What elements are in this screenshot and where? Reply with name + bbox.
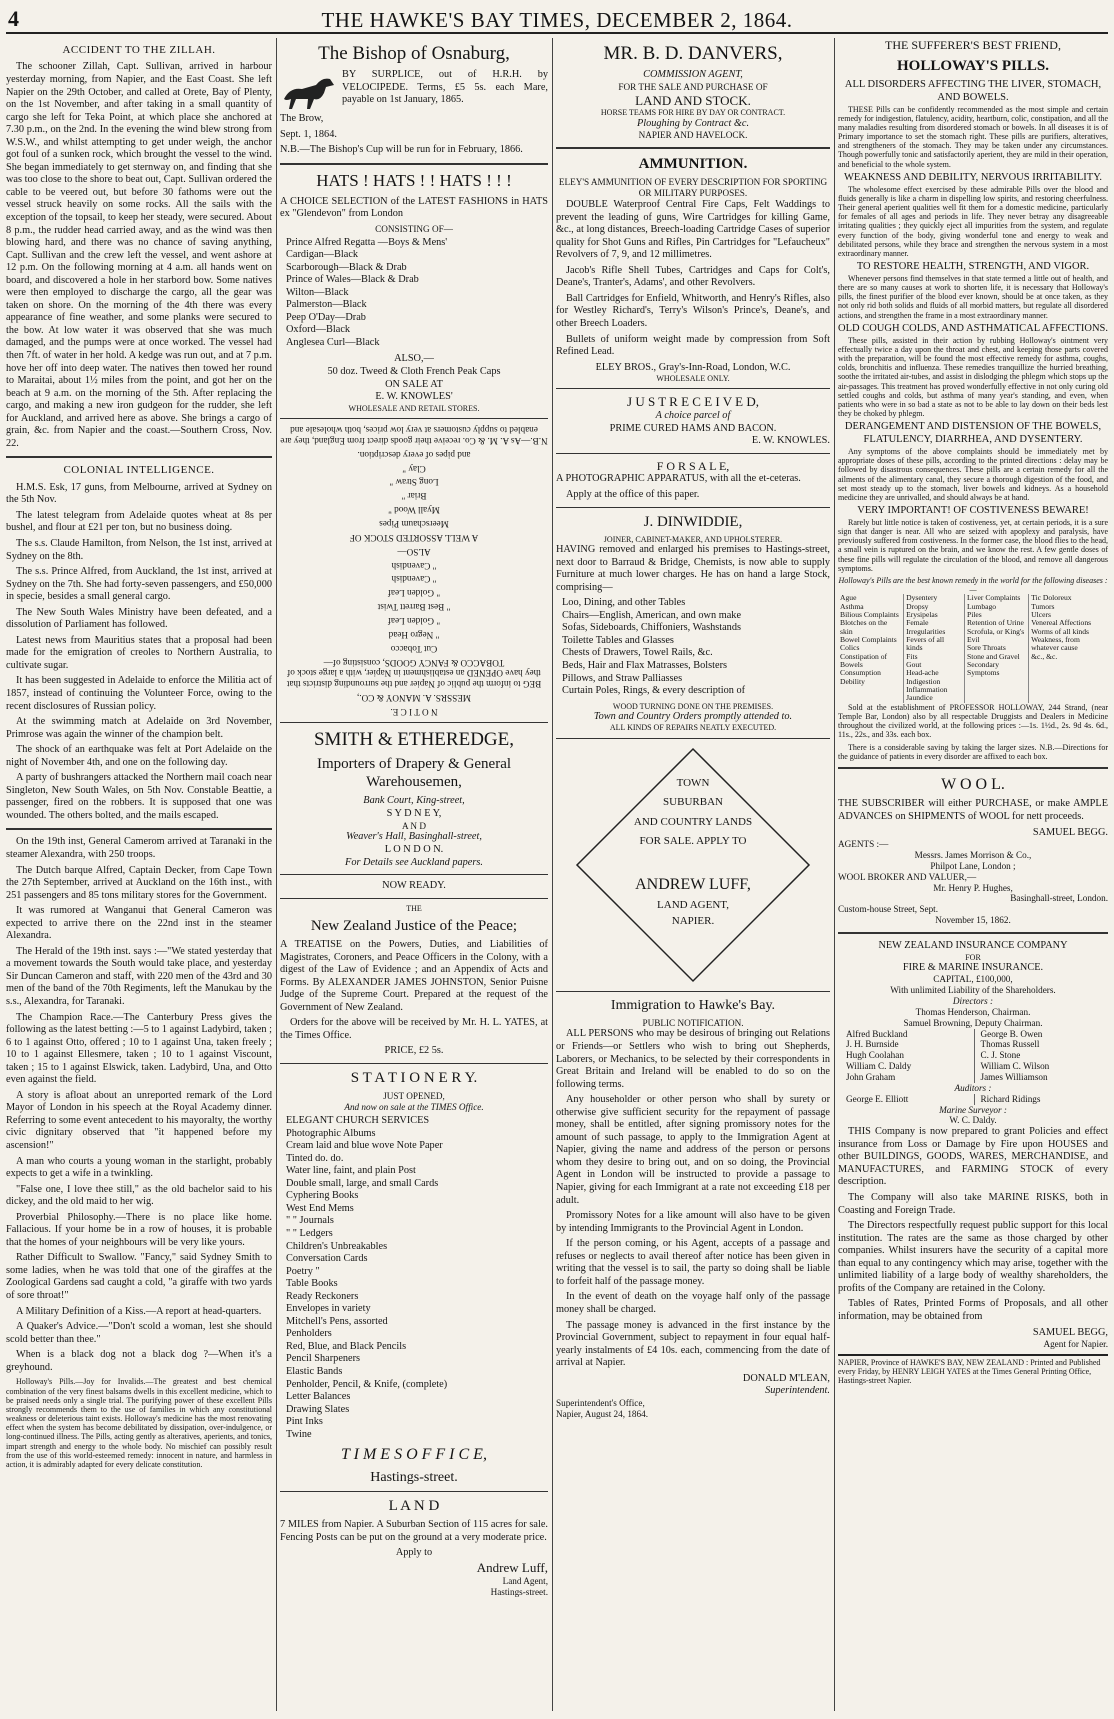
paragraph: A Quaker's Advice.—"Don't scold a woman, lest she should scold better than thee." bbox=[6, 1321, 272, 1345]
disease-item: Worms of all kinds bbox=[1031, 626, 1089, 636]
divider bbox=[280, 874, 548, 875]
notice-line: Briar " bbox=[401, 490, 427, 501]
paragraph: "False one, I love thee still," as the old bachelor said to his dickey, and the old maid to her wig. bbox=[6, 1183, 272, 1208]
paragraph: Rather Difficult to Swallow. "Fancy," said Sydney Smith to some ladies, when he was told that one of the giraffes at the Zoological Gardens sad caught a cold, "a giraffe with two yards of sore throat!" bbox=[6, 1252, 272, 1302]
disease-item: Sore Throats bbox=[966, 643, 1006, 653]
hats-title: HATS ! HATS ! ! HATS ! ! ! bbox=[316, 170, 512, 190]
disease-item: Tumors bbox=[1031, 601, 1055, 611]
dinwiddie-title: J. DINWIDDIE, bbox=[643, 513, 743, 530]
list-item: Penholder, Pencil, & Knife, (complete) bbox=[286, 1378, 448, 1390]
list-item: " " Journals bbox=[286, 1215, 334, 1227]
paragraph: Tables of Rates, Printed Forms of Proposals, and all other information, may be obtained from bbox=[838, 1298, 1108, 1322]
paragraph: Jacob's Rifle Shell Tubes, Cartridges and Caps for Colt's, Deane's, Tranter's, Adams', and other Revolvers. bbox=[556, 264, 830, 289]
list-item: Conversation Cards bbox=[286, 1253, 368, 1265]
paragraph: The latest telegram from Adelaide quotes wheat at 8s per bushel, and flour at £21 per ton, but no business doing. bbox=[6, 509, 272, 534]
paragraph: A story is afloat about an unreported remark of the Lord Mayor of London in his speech at the Royal Academy dinner. Referring to some event antecedent to his mayoralty, the worthy civic dignitary observed that "it happened before my ascension!" bbox=[6, 1089, 272, 1152]
news-paragraphs bbox=[6, 836, 272, 1374]
director: William C. Daldy bbox=[846, 1061, 912, 1072]
notice-line: " Cavendish bbox=[391, 560, 437, 571]
divider bbox=[6, 828, 272, 830]
disease-item: Stone and Gravel bbox=[966, 651, 1020, 661]
stationery-list bbox=[280, 1115, 548, 1441]
wool-title: W O O L. bbox=[941, 775, 1005, 793]
paragraph: The passage money is advanced in the first instance by the Provincial Government, subject to repayment in four equal half-yearly instalments of £4 10s. each, commencing from the date of arrival at Napier. bbox=[556, 1319, 830, 1369]
section-text: THESE Pills can be confidently recommended as the most simple and certain remedy for indigestion, flatulency, acidity, heartburn, colic, constipation, and all the many maladies resulting from disordered stomach or bowels. In all diseases it is of Primary importance to set the stomach right. These pills are purifiers, alteratives, and strengtheners of the stomach. They may be taken under any circumstances. Though powerfully tonic and satisfactorily aperient, they are mild in their operation, and beneficial to the whole system. bbox=[838, 104, 1108, 169]
section-heading: TO RESTORE HEALTH, STRENGTH, AND VIGOR. bbox=[856, 261, 1090, 273]
list-item: Twine bbox=[286, 1428, 312, 1440]
paragraph: The shock of an earthquake was felt at Port Adelaide on the night of November 4th, and one on the following day. bbox=[6, 744, 272, 768]
section-heading: ALL DISORDERS AFFECTING THE LIVER, STOMACH, AND BOWELS. bbox=[844, 78, 1102, 103]
director: Thomas Russell bbox=[980, 1039, 1040, 1050]
disease-item: Colics bbox=[840, 643, 860, 653]
disease-item: Venereal Affections bbox=[1031, 618, 1092, 628]
list-item: Prince of Wales—Black & Drab bbox=[286, 274, 419, 286]
disease-item: Jaundice bbox=[906, 693, 933, 703]
section-text: These pills, assisted in their action by rubbing Holloway's ointment very effectually twice a day upon the throat and chest, and keeping those parts covered with the preparation, will be found the most effective remedy for asthma, coughs, colds, bronchitis and influenza. These remedies tranquillize the hurried breathing, soothe the irritated air-tubes, and assist in dislodging the phlegm which stops up the air-passages. This treatment has proved wonderfully effective in not only curing old settled coughs and colds, but asthma of many year's standing, and even, when patients who were in so bad a state as not to be able to lay down on their beds lest they be choked by phlegm. bbox=[838, 335, 1108, 419]
list-item: Peep O'Day—Drab bbox=[286, 311, 366, 323]
disease-item: Indigestion bbox=[906, 676, 941, 686]
list-item: Chairs—English, American, and own make bbox=[562, 609, 742, 621]
notice-line: " Best Barrett Twist bbox=[377, 601, 451, 612]
diamond-line: TOWN bbox=[676, 776, 710, 789]
disease-item: Debility bbox=[840, 676, 865, 686]
notice-line: " Golden Leaf bbox=[387, 615, 441, 626]
column-rule bbox=[834, 38, 835, 1711]
divider bbox=[556, 147, 830, 149]
section-text: Rarely but little notice is taken of costiveness, yet, at certain periods, it is a sure sign that danger is near. All who are seized with apoplexy and paralysis, have previously suffered from costiveness. In the former case, the blood flies to the head, a small vein is ruptured on the brain, and we know the rest. A few gentle doses of these fine pills will regulate the circulation of the blood, and remove all dangerous symptoms. bbox=[838, 517, 1108, 573]
paragraph: The Champion Race.—The Canterbury Press gives the following as the latest betting :—5 to 1 against Ladybird, taken ; 6 to 1 against Otto, offered ; 10 to 1 against Una, taken freely ; 10 to 1 against Ellesmere, taken ; 10 to 1 against Viscount, taken ; 15 to 1 against Elswick, taken. Ladybird, Una, and Otto even against the field. bbox=[6, 1011, 272, 1086]
disease-item: Ague bbox=[840, 593, 857, 603]
disease-item: Weakness, from whatever cause bbox=[1031, 635, 1080, 653]
divider bbox=[6, 456, 272, 458]
list-item: Table Books bbox=[286, 1278, 338, 1290]
paragraph: The Herald of the 19th inst. says :—"We stated yesterday that a movement towards the South would take place, and yesterday Sir Duncan Cameron and staff, with 220 men of the 43rd and 30 men of the band of the 70th Regiments, left the Manukau by the s.s., Alexandra, for Taranaki. bbox=[6, 945, 272, 1007]
disease-item: Piles bbox=[966, 610, 982, 620]
notice-line: Cut Tobacco bbox=[390, 643, 438, 654]
disease-item: Blotches on the skin bbox=[840, 618, 888, 636]
disease-item: Inflammation bbox=[906, 685, 948, 695]
list-item: Palmerston—Black bbox=[286, 299, 367, 311]
director: William C. Wilson bbox=[980, 1061, 1050, 1072]
section-text: Whenever persons find themselves in that state termed a little out of health, and there are so many causes at work to shorten life, it is necessary that Holloway's pills, the finest purifier of the blood ever known, should be at once taken, as they not only rid both solids and fluids of all morbid matters, but regulate all disordered actions, and strengthen the frame in a most extraordinary manner. bbox=[838, 273, 1108, 320]
list-item: Anglesea Curl—Black bbox=[286, 336, 380, 348]
diamond-line: AND COUNTRY LANDS bbox=[633, 815, 753, 828]
hats-intro: A CHOICE SELECTION of the LATEST FASHIONS in HATS ex "Glendevon" from London bbox=[280, 195, 548, 220]
disease-column bbox=[838, 594, 904, 702]
directors-list bbox=[838, 1029, 1108, 1083]
disease-item: Scrofula, or King's Evil bbox=[966, 626, 1025, 645]
holloway-sections bbox=[838, 79, 1108, 573]
paragraph: ALL PERSONS who may be desirous of bringing out Relations or Friends—or Settlers who wish to bring out Shepherds, Laborers, or Mechanics, to be selected by their correspondents in Great Britain and Ireland will be enabled to do so on the following terms. bbox=[556, 1028, 830, 1090]
list-item: Toilette Tables and Glasses bbox=[562, 634, 674, 646]
immigration-paras bbox=[556, 1028, 830, 1369]
divider bbox=[556, 738, 830, 739]
director: John Graham bbox=[846, 1072, 896, 1082]
list-item: Wilton—Black bbox=[286, 286, 349, 298]
bishop-ad: BY SURPLICE, out of H.R.H. by VELOCIPEDE. Terms, £5 5s. each Mare, payable on 1st January, 1865. The Brow, Sept. 1, 1864. N.B.—The Bishop's Cup will be run for in February, 1866. bbox=[280, 69, 548, 156]
section-heading: WEAKNESS AND DEBILITY, NERVOUS IRRITABILITY. bbox=[843, 171, 1103, 183]
paragraph: If the person coming, or his Agent, accepts of a passage and refuses or neglects to avail thereof after notice has been given in writing that the vessel is to sail, the party so doing shall be liable to forfeit half of the passage money. bbox=[556, 1238, 830, 1287]
divider bbox=[280, 163, 548, 165]
paragraph: A man who courts a young woman in the starlight, probably expects to get a wife in a twinkling. bbox=[6, 1155, 272, 1180]
list-item: Elastic Bands bbox=[286, 1365, 343, 1377]
list-item: Poetry " bbox=[286, 1265, 320, 1277]
newspaper-title: THE HAWKE'S BAY TIMES, DECEMBER 2, 1864. bbox=[321, 8, 793, 32]
director: George B. Owen bbox=[980, 1028, 1043, 1039]
director: Hugh Coolahan bbox=[846, 1050, 904, 1061]
list-item: Ready Reckoners bbox=[286, 1290, 359, 1302]
section-heading: DERANGEMENT AND DISTENSION OF THE BOWELS, FLATULENCY, DIARRHEA, AND DYSENTERY. bbox=[844, 421, 1102, 446]
list-item: Pencil Sharpeners bbox=[286, 1353, 361, 1365]
list-item: Letter Balances bbox=[286, 1391, 351, 1403]
paragraph: Ball Cartridges for Enfield, Whitworth, and Henry's Rifles, also for Westley Richard's, Terry's Wilson's Prince's, Deane's, and other Breech Loaders. bbox=[556, 292, 830, 329]
disease-column bbox=[1029, 594, 1108, 702]
list-item: Cyphering Books bbox=[286, 1190, 359, 1202]
paragraph: It has been suggested in Adelaide to enforce the Militia act of 1857, instead of continuing the Volunteer Force, owing to the recent disclosures of Russian policy. bbox=[6, 675, 272, 712]
paragraph: Bullets of uniform weight made by compression from Soft Refined Lead. bbox=[556, 333, 830, 358]
list-item: Oxford—Black bbox=[286, 324, 351, 336]
divider bbox=[556, 388, 830, 389]
list-item: Loo, Dining, and other Tables bbox=[562, 597, 686, 609]
list-item: Photographic Albums bbox=[286, 1127, 376, 1139]
diseases-table bbox=[838, 594, 1108, 702]
notice-line: A WELL ASSORTED STOCK OF bbox=[349, 532, 479, 543]
notice-line: Clay " bbox=[402, 463, 426, 474]
holloway-notice: Holloway's Pills.—Joy for Invalids.—The greatest and best chemical combination of the very finest balsams dwells in this excellent medicine, which to be praised needs only a single trial. The purifying power of these excellent Pills strongly recommends them to the use of families in which any constitutional weakness or deleterious taint exists. Holloway's medicine has the most renovating effect when the system has become debilitated by dissipation, over-indulgence, or long-continued illness. The Pills, acting gently as alteratives, aperients, and tonics, impart strength and energy to the whole body. No mischief can possibly result from the use of this world-esteemed remedy: innocent in nature, and harmless in action, it is admirably adapted for every delicate constitution. bbox=[6, 1377, 272, 1469]
paragraph: On the 19th inst, General Camerom arrived at Taranaki in the steamer Alexandra, with 250 troops. bbox=[6, 836, 272, 860]
hats-list bbox=[280, 237, 548, 350]
divider bbox=[556, 453, 830, 454]
disease-item: Liver Complaints bbox=[966, 593, 1021, 603]
paragraph: It was rumored at Wanganui that General Cameron was expected to arrive there on the 22nd inst in the steamer Alexandra. bbox=[6, 905, 272, 942]
disease-item: Dropsy bbox=[906, 601, 929, 611]
director: Alfred Buckland bbox=[846, 1028, 908, 1039]
disease-column bbox=[964, 594, 1028, 702]
column-ads-3: MR. B. D. DANVERS, COMMISSION AGENT, FOR THE SALE AND PURCHASE OF LAND AND STOCK. HORSE TEAMS FOR HIRE BY DAY OR CONTRACT. Ploughing by Contract &c. NAPIER AND HAVELOCK. AMMUNITION. ELEY'S AMMUNITION OF EVERY DESCRIPTION FOR SPORTING OR MILITARY PURPOSES. DOUBLE Waterproof Central Fire Caps, Felt Waddings to prevent the leading of guns, Wire Cartridges for killing Game, &c., at long distances, Breech-loading Cartridge Cases of superior quality for Shot Guns and Rifles, Pin Cartridges for "Lefaucheux" Revolvers of 7, 9, and 12 millimetres. Jacob's Rifle Shell Tubes, Cartridges and Caps for Colt's, Deane's, Tranter's, Adams', and other Revolvers. Ball Cartridges for Enfield, Whitworth, and Henry's Rifles, also for Westley Richard's, Terry's Wilson's Prince's, Deane's, and other Breech Loaders. Bullets of uniform weight made by compression from Soft Refined Lead. ELEY BROS., Gray's-Inn-Road, London, W.C. WHOLESALE ONLY. J U S T R E C E I V E D, A choice parcel of PRIME CURED HAMS AND BACON. E. W. KNOWLES. F O R S A L E, A PHOTOGRAPHIC APPARATUS, with all the et-ceteras. Apply at the office of this paper. J. DINWIDDIE, JOINER, CABINET-MAKER, AND UPHOLSTERER. HAVING removed and enlarged his premises to Hastings-street, next door to Barraud & Bridge, Chemists, is now able to supply Furniture at much lower charges. He has on hand a large Stock, comprising— Loo, Dining, and other Tables Chairs—English, American, and own make Sofas, Sideboards, Chiffoniers, Washstands Toilette Tables and Glasses Chests of Drawers, Towel Rails, &c. Beds, Hair and Flax Matrasses, Bolsters Pillows, and Straw Palliasses Curtain Poles, Rings, & every description of WOOD TURNING DONE ON THE PREMISES. Town and Country Orders promptly attended to. ALL KINDS OF REPAIRS NEATLY EXECUTED. TOWN SUBURBAN AND COUNTRY LANDS FOR SALE. APPLY TO ANDREW LUFF, LAND AGENT, NAPIER. Immigration to Hawke's Bay. PUBLIC NOTIFICATION. ALL PERSONS who may be desirous of bringing out Relations or Friends—or Settlers who wish to bring out Shepherds, Laborers, or Mechanics, to be selected by their correspondents in Great Britain and Ireland will be enabled to do so on the following terms. Any householder or other person who shall by surety or otherwise give sufficient security for the repayment of passage money, shall be entitled, after signing promissory notes for the amount of such passage, to apply to the Immigration Agent at Napier, giving the name and address of the person or persons whom they desire to bring out, and on so doing, the Provincial Agent in London will be instructed to provide a passage to Napier, giving for each Immigrant at a rate not exceeding £18 per adult. Promissory Notes for a like amount will also have to be given by intending Immigrants to the Provincial Agent in London. If the person coming, or his Agent, accepts of a passage and refuses or neglects to avail thereof after notice has been given in writing that the vessel is to sail, the party so doing shall be liable to forfeit half of the passage money. In the event of death on the voyage half only of the passage money shall be charged. The passage money is advanced in the first instance by the Provincial Government, subject to repayment in four equal half-yearly instalments of £4 10s. each, commencing from the date of arrival at Napier. DONALD M'LEAN, Superintendent. Superintendent's Office, Napier, August 24, 1864. bbox=[556, 43, 830, 1419]
insurance-paras bbox=[838, 1126, 1108, 1323]
list-item: Sofas, Sideboards, Chiffoniers, Washstands bbox=[562, 622, 741, 634]
divider bbox=[280, 1491, 548, 1492]
disease-item: Bilious Complaints bbox=[840, 610, 899, 620]
paragraph: The Directors respectfully request public support for this local institution. The rates are the same as those charged by other companies. Whilst insurers have the security of a capital more than equal to any contingency which may arise, together with the unlimited liability of a large body of wealthy shareholders, the profits of the Company are retained in the Colony. bbox=[838, 1220, 1108, 1294]
list-item: Double small, large, and small Cards bbox=[286, 1177, 439, 1189]
list-item: Penholders bbox=[286, 1328, 332, 1340]
paragraph: Proverbial Philosophy.—There is no place like home. Fallacious. If your home be in a row of houses, it is probable that the homes of your neighbours will be very like yours. bbox=[6, 1211, 272, 1248]
paragraph: When is a black dog not a black dog ?—When it's a greyhound. bbox=[6, 1349, 272, 1373]
colonial-article bbox=[6, 482, 272, 823]
paragraph: The Dutch barque Alfred, Captain Decker, from Cape Town the 27th September, arrived at Auckland on the 16th inst., with 251 passengers and 85 tons military stores for the Government. bbox=[6, 864, 272, 901]
notice-line: Long Straw " bbox=[389, 477, 439, 488]
bishop-title: The Bishop of Osnaburg, bbox=[318, 43, 510, 64]
horse-icon bbox=[280, 69, 338, 113]
section-text: The wholesome effect exercised by these admirable Pills over the blood and fluids generally is like a charm in dispelling low spirits, and restoring cheerfulness. Their general aperient qualities well fit them for a domestic medicine, particularly for females of all ages and periods in life. They never betray any disagreeable irritating qualities ; they quickly eject all impurities from the system, and regulate every function of the body, giving wonderful tone and energy to weak and debilitated persons, while they brace and strengthen the nervous system in a most extraordinary manner. bbox=[838, 184, 1108, 258]
column-rule bbox=[552, 38, 553, 1711]
disease-column bbox=[904, 594, 965, 702]
list-item: Scarborough—Black & Drab bbox=[286, 261, 407, 273]
list-item: Prince Alfred Regatta —Boys & Mens' bbox=[286, 236, 448, 248]
notice-line: " Golden Leaf bbox=[387, 587, 441, 598]
director: J. H. Burnside bbox=[846, 1039, 899, 1050]
list-item: Envelopes in variety bbox=[286, 1303, 371, 1315]
divider bbox=[280, 898, 548, 899]
column-ads-4: THE SUFFERER'S BEST FRIEND, HOLLOWAY'S PILLS. ALL DISORDERS AFFECTING THE LIVER, STOMACH, AND BOWELS. THESE Pills can be confidently recommended as the most simple and certain remedy for indigestion, flatulency, acidity, heartburn, colic, constipation, and all the many maladies resulting from disordered stomach or bowels. In all diseases it is of Primary importance to set the stomach right. These pills are purifiers, alteratives, and strengtheners of the stomach. They may be taken under any circumstances. Though powerfully tonic and satisfactorily aperient, they are mild in their operation, and beneficial to the whole system. WEAKNESS AND DEBILITY, NERVOUS IRRITABILITY. The wholesome effect exercised by these admirable Pills over the blood and fluids generally is like a charm in dispelling low spirits, and restoring cheerfulness. Their general aperient qualities well fit them for a domestic medicine, particularly for females of all ages and periods in life. They never betray any disagreeable irritating qualities ; they quickly eject all impurities from the system, and regulate every function of the body, giving wonderful tone and energy to weak and debilitated persons, while they brace and strengthen the nervous system in a most extraordinary manner. TO RESTORE HEALTH, STRENGTH, AND VIGOR. Whenever persons find themselves in that state termed a little out of health, and there are so many causes at work to shorten life, it is necessary that Holloway's pills, the finest purifier of the blood ever known, should be at once taken, as they not only rid both solids and fluids of all morbid matters, but regulate all disordered actions, and strengthen the frame in a most extraordinary manner. OLD COUGH COLDS, AND ASTHMATICAL AFFECTIONS. These pills, assisted in their action by rubbing Holloway's ointment very effectually twice a day upon the throat and chest, and keeping those parts covered with the preparation, will be found the most effective remedy for asthma, coughs, colds, bronchitis and influenza. These remedies tranquillize the hurried breathing, soothe the irritated air-tubes, and assist in dislodging the phlegm which stops up the air-passages. This treatment has proved wonderfully effective in not only curing old settled coughs and colds, but asthma of many year's standing, and even, when patients who were in so bad a state as not to be able to lay down on their beds lest they be choked by phlegm. DERANGEMENT AND DISTENSION OF THE BOWELS, FLATULENCY, DIARRHEA, AND DYSENTERY. Any symptoms of the above complaints should be immediately met by appropriate doses of these pills, according to the printed directions : delay may be followed by disastrous consequences. These pills are a certain remedy for all the ailments of the alimentary canal, they secure a thorough digestion of the food, and set most steady up to the stomach, liver bowels and kidneys. As a household medicine they are unrivalled, and should always be at hand. VERY IMPORTANT! OF COSTIVENESS BEWARE! Rarely but little notice is taken of costiveness, yet, at certain periods, it is a sure sign that danger is near. All who are seized with apoplexy and paralysis, have previously suffered from costiveness. In the former case, the blood flies to the head, a small vein is ruptured on the brain, and we know the rest. A few gentle doses of these fine pills will regulate the circulation of the blood, and remove all dangerous symptoms. Holloway's Pills are the best known remedy in the world for the following diseases :— Ague Asthma Bilious Complaints Blotches on the skin Bowel Complaints Colics Constipation of Bowels Consumption Debility Dysentery Dropsy Erysipelas Female Irregularities Fevers of all kinds Fits Gout Head-ache Indigestion Inflammation Jaundice Liver Complaints Lumbago Piles Retention of Urine Scrofula, or King's Evil Sore Throats Stone and Gravel Secondary Symptoms Tic Doloreux Tumors Ulcers Venereal Affections Worms of all kinds Weakness, from whatever cause &c., &c. Sold at the establishment of PROFESSOR HOLLOWAY, 244 Strand, (near Temple Bar, London) also by all respectable Druggists and Dealers in Medicine throughout the civilized world, at the following prices :—1s. 1½d., 2s. 9d 4s. 6d., 11s., 22s., and 33s. each box. There is a considerable saving by taking the larger sizes. N.B.—Directions for the guidance of patients in every disorder are affixed to each box. W O O L. THE SUBSCRIBER will either PURCHASE, or make AMPLE ADVANCES on SHIPMENTS of WOOL for nett proceeds. SAMUEL BEGG. AGENTS :— Messrs. James Morrison & Co., Philpot Lane, London ; WOOL BROKER AND VALUER,— Mr. Henry P. Hughes, Basinghall-street, London. Custom-house Street, Sept. November 15, 1862. NEW ZEALAND INSURANCE COMPANY FOR FIRE & MARINE INSURANCE. CAPITAL, £100,000, With unlimited Liability of the Shareholders. Directors : Thomas Henderson, Chairman. Samuel Browning, Deputy Chairman. Alfred Buckland J. H. Burnside Hugh Coolahan William C. Daldy John Graham George B. Owen Thomas Russell C. J. Stone William C. Wilson James Williamson Auditors : George E. Elliott Richard Ridings Marine Surveyor : W. C. Daldy. THIS Company is now prepared to grant Policies and effect insurance from Loss or Damage by Fire upon HOUSES and other BUILDINGS, GOODS, WARES, MERCHANDISE, and MANUFACTURES, and FARMING STOCK of every description. The Company will also take MARINE RISKS, both in Coasting and Foreign Trade. The Directors respectfully request public support for this local institution. The rates are the same as those charged by other companies. Whilst insurers have the security of a capital more than equal to any contingency which may arise, together with the unlimited liability of a large body of wealthy shareholders, the profits of the Company are retained in the Colony. Tables of Rates, Printed Forms of Proposals, and all other information, may be obtained from SAMUEL BEGG, Agent for Napier. NAPIER, Province of HAWKE'S BAY, NEW ZEALAND : Printed and Published every Friday, by HENRY LEIGH YATES at the Times General Printing Office, Hastings-street Napier. bbox=[838, 38, 1108, 1386]
divider bbox=[280, 418, 548, 419]
paragraph: Any householder or other person who shall by surety or otherwise give sufficient security for the repayment of passage money, shall be entitled, after signing promissory notes for the amount of such passage, to apply to the Immigration Agent at Napier, giving the name and address of the person or persons whom they desire to bring out, and on so doing, the Provincial Agent in London will be instructed to provide a passage to Napier, giving for each Immigrant at a rate not exceeding £18 per adult. bbox=[556, 1094, 830, 1206]
list-item: ELEGANT CHURCH SERVICES bbox=[286, 1115, 430, 1127]
disease-item: Bowel Complaints bbox=[840, 635, 897, 645]
nz-justice-title: New Zealand Justice of the Peace; bbox=[310, 917, 518, 934]
smith-title: SMITH & ETHEREDGE, bbox=[313, 728, 514, 750]
diamond-line: SUBURBAN bbox=[663, 796, 723, 809]
danvers-title: MR. B. D. DANVERS, bbox=[603, 43, 783, 64]
notice-line: Meerschaum Pipes bbox=[379, 518, 449, 529]
section-text: Any symptoms of the above complaints should be immediately met by appropriate doses of these pills, according to the printed directions : delay may be followed by disastrous consequences. These pills are a certain remedy for all the ailments of the alimentary canal, they secure a thorough digestion of the food, and set most steady up to the stomach, liver bowels and kidneys. As a household medicine they are unrivalled, and should always be at hand. bbox=[838, 446, 1108, 502]
notice-line: MESSRS. A. MANOY & CO., bbox=[356, 692, 472, 703]
accident-article bbox=[6, 61, 272, 450]
immigration-title: Immigration to Hawke's Bay. bbox=[610, 997, 776, 1013]
paragraph: The Company will also take MARINE RISKS, both in Coasting and Foreign Trade. bbox=[838, 1192, 1108, 1216]
paragraph: The schooner Zillah, Capt. Sullivan, arrived in harbour yesterday morning, from Napier, and the East Coast. She left Napier on the 29th October, and called at Orete, Bay of Plenty, on the 1st November, and after taking in a small quantity of cargo she left for Teka Point, at which place she anchored at 7.30 p.m., on the 2nd. In the evening the wind blew strong from W.S.W., and whilst attempting to get under weigh, the anchor got foul of a sunken rock, which brought the vessel to the wind. She began immediately to get sternway on, and finding that she was too close to the shore to beat out, Capt. Sullivan ordered the cable to be veered out, but before 30 fathoms were out the vessel struck heavily on some rocks. All the sails with the exception of the topsail, to keep her steady, were secured. About 8 p.m., the rudder head carried away, and as the wind was then blowing hard, and there was no chance of saving anything, Capt. Sullivan and the crew left the vessel, and went ashore at 12 p.m. On the following morning at 4 a.m. all hands went on board, and discovered a hole in her starbord bow. Some natives were then employed to discharge the cargo, all the gear was taken on shore. On the morning of the 4th there was every appearance of fine weather, and some planks were secured to the bow. At low water it was observed that she was much damaged, and the pumps were at once worked. The vessel had then 7ft. of water in her hold. A kedge was run out, and at 7 p.m. hove her off into deep water. The natives then towed her round to Maraitai, about 1½ miles from the point, and got her on the beach at 9 a.m. on the morning of the 5th. After replacing the cargo, and making a new iron gudgeon for the rudder, she left for Auckland, and arrived here as above. She brings a cargo of grain, &c. from Napier and the coast.—Southern Cross, Nov. 22. bbox=[6, 61, 272, 449]
paragraph: Promissory Notes for a like amount will also have to be given by intending Immigrants to the Provincial Agent in London. bbox=[556, 1210, 830, 1234]
land-agent-diamond-ad: TOWN SUBURBAN AND COUNTRY LANDS FOR SALE. APPLY TO ANDREW LUFF, LAND AGENT, NAPIER. bbox=[573, 745, 813, 985]
divider bbox=[838, 932, 1108, 934]
director: C. J. Stone bbox=[980, 1050, 1021, 1061]
list-item: Drawing Slates bbox=[286, 1403, 350, 1415]
paragraph: The s.s. Prince Alfred, from Auckland, the 1st inst, arrived at Sydney on the 7th. She had forty-seven passengers, and £50,000 in specie, besides a small general cargo. bbox=[6, 566, 272, 603]
disease-item: Fits bbox=[906, 651, 918, 661]
section-heading: OLD COUGH COLDS, AND ASTHMATICAL AFFECTIONS. bbox=[838, 322, 1108, 334]
disease-item: Secondary Symptoms bbox=[966, 660, 1000, 678]
page-number: 4 bbox=[8, 6, 19, 31]
paragraph: DOUBLE Waterproof Central Fire Caps, Felt Waddings to prevent the leading of guns, Wire Cartridges for killing Game, &c., at long distances, Breech-loading Cartridge Cases of superior quality for Shot Guns and Rifles, Pin Cartridges for "Lefaucheux" Revolvers of 7, 9, and 12 millimetres. bbox=[556, 199, 830, 261]
disease-item: Female Irregularities bbox=[906, 618, 946, 636]
list-item: Red, Blue, and Black Pencils bbox=[286, 1340, 407, 1352]
list-item: Tinted do. do. bbox=[286, 1152, 344, 1164]
disease-item: Head-ache bbox=[906, 668, 939, 678]
divider bbox=[280, 722, 548, 723]
column-ads-2: The Bishop of Osnaburg, BY SURPLICE, out of H.R.H. by VELOCIPEDE. Terms, £5 5s. each Mare, payable on 1st January, 1865. The Brow, Sept. 1, 1864. N.B.—The Bishop's Cup will be run for in February, 1866. HATS ! HATS ! ! HATS ! ! ! A CHOICE SELECTION of the LATEST FASHIONS in HATS ex "Glendevon" from London CONSISTING OF— Prince Alfred Regatta —Boys & Mens' Cardigan—Black Scarborough—Black & Drab Prince of Wales—Black & Drab Wilton—Black Palmerston—Black Peep O'Day—Drab Oxford—Black Anglesea Curl—Black ALSO,— 50 doz. Tweed & Cloth French Peak Caps ON SALE AT E. W. KNOWLES' WHOLESALE AND RETAIL STORES. N O T I C E. MESSRS. A. MANOY & CO., BEG to inform the public of Napier and the surrounding districts that they have OPENED an establishment in Napier, with a large stock of TOBACCO & FANCY GOODS, consisting of— Cut Tobacco " Negro Head " Golden Leaf " Best Barrett Twist " Golden Leaf " Cavendish " Cavendish ALSO— A WELL ASSORTED STOCK OF Meerschaum Pipes Myall Wood " Briar " Long Straw " Clay " and pipes of every description. N.B.—As A. M. & Co. receive their goods direct from England, they are enabled to supply customers at very low prices, both wholesale and SMITH & ETHEREDGE, Importers of Drapery & General Warehousemen, Bank Court, King-street, S Y D N E Y, A N D Weaver's Hall, Basinghall-street, L O N D O N. For Details see Auckland papers. NOW READY. THE New Zealand Justice of the Peace; A TREATISE on the Powers, Duties, and Liabilities of Magistrates, Coroners, and Peace Officers in the Colony, with a digest of the Law of Evidence ; and an Appendix of Acts and Forms. By ALEXANDER JAMES JOHNSTON, Senior Puisne Judge of the Supreme Court. Prepared at the request of the Government of New Zealand. Orders for the above will be received by Mr. H. L. YATES, at the Times Office. PRICE, £2 5s. S T A T I O N E R Y. JUST OPENED, And now on sale at the TIMES Office. ELEGANT CHURCH SERVICES Photographic Albums Cream laid and blue wove Note Paper Tinted do. do. Water line, faint, and plain Post Double small, large, and small Cards Cyphering Books West End Mems " " Journals " " Ledgers Children's Unbreakables Conversation Cards Poetry " Table Books Ready Reckoners Envelopes in variety Mitchell's Pens, assorted Penholders Red, Blue, and Black Pencils Pencil Sharpeners Elastic Bands Penholder, Pencil, & Knife, (complete) Letter Balances Drawing Slates Pint Inks Twine T I M E S O F F I C E, Hastings-street. L A N D 7 MILES from Napier. A Suburban Section of 115 acres for sale. Fencing Posts can be put on the ground at a very moderate price. Apply to Andrew Luff, Land Agent, Hastings-street. bbox=[280, 43, 548, 1597]
disease-item: Asthma bbox=[840, 601, 864, 611]
notice-line: " Cavendish bbox=[391, 574, 437, 585]
ammunition-title: AMMUNITION. bbox=[638, 156, 748, 173]
list-item: West End Mems bbox=[286, 1202, 354, 1214]
column-news bbox=[6, 38, 272, 1711]
disease-item: Lumbago bbox=[966, 601, 997, 611]
list-item: Chests of Drawers, Towel Rails, &c. bbox=[562, 647, 713, 659]
list-item: Mitchell's Pens, assorted bbox=[286, 1315, 388, 1327]
disease-item: Dysentery bbox=[906, 593, 938, 603]
notice-line: N O T I C E. bbox=[390, 706, 438, 717]
notice-line: BEG to inform the public of Napier and the surrounding districts that they have OPENED an establishment in Napier, with a large stock of TOBACCO & FANCY GOODS, consisting of— bbox=[286, 657, 542, 689]
paragraph: A Military Definition of a Kiss.—A report at head-quarters. bbox=[16, 1305, 262, 1317]
paragraph: Latest news from Mauritius states that a proposal had been made for the emigration of creoles to Northern Australia, to cultivate sugar. bbox=[6, 634, 272, 671]
insurance-title: NEW ZEALAND INSURANCE COMPANY bbox=[878, 939, 1068, 951]
divider bbox=[556, 991, 830, 992]
list-item: Water line, faint, and plain Post bbox=[286, 1165, 416, 1177]
land-title: L A N D bbox=[388, 1497, 440, 1514]
notice-line: " Negro Head bbox=[388, 629, 440, 640]
disease-item: Ulcers bbox=[1031, 610, 1051, 620]
imprint: NAPIER, Province of HAWKE'S BAY, NEW ZEALAND : Printed and Published every Friday, by HENRY LEIGH YATES at the Times General Printing Office, Hastings-street Napier. bbox=[838, 1354, 1108, 1386]
disease-item: Erysipelas bbox=[906, 610, 938, 620]
list-item: Beds, Hair and Flax Matrasses, Bolsters bbox=[562, 659, 728, 671]
list-item: Pint Inks bbox=[286, 1416, 323, 1428]
disease-item: Constipation of Bowels bbox=[840, 651, 888, 670]
diamond-line: FOR SALE. APPLY TO bbox=[639, 835, 747, 848]
stationery-title: S T A T I O N E R Y. bbox=[350, 1070, 478, 1087]
divider bbox=[838, 767, 1108, 769]
furniture-list bbox=[556, 597, 830, 697]
list-item: Cream laid and blue wove Note Paper bbox=[286, 1140, 443, 1152]
list-item: " " Ledgers bbox=[286, 1227, 333, 1239]
divider bbox=[280, 1063, 548, 1064]
paragraph: The New South Wales Ministry have been defeated, and a dissolution of Parliament has followed. bbox=[6, 606, 272, 631]
paragraph: H.M.S. Esk, 17 guns, from Melbourne, arrived at Sydney on the 5th Nov. bbox=[6, 481, 272, 506]
paragraph: In the event of death on the voyage half only of the passage money shall be charged. bbox=[556, 1291, 830, 1315]
notice-line: Myall Wood " bbox=[388, 504, 440, 515]
accident-headline: ACCIDENT TO THE ZILLAH. bbox=[62, 44, 216, 56]
list-item: Cardigan—Black bbox=[286, 249, 359, 261]
masthead bbox=[6, 6, 1108, 34]
paragraph: THIS Company is now prepared to grant Policies and effect insurance from Loss or Damage by Fire upon HOUSES and other BUILDINGS, GOODS, WARES, MERCHANDISE, and MANUFACTURES, and FARMING STOCK of every description. bbox=[838, 1126, 1108, 1188]
notice-upside-down bbox=[280, 424, 548, 717]
disease-item: Gout bbox=[906, 660, 922, 670]
notice-line: ALSO— bbox=[397, 546, 431, 557]
section-heading: VERY IMPORTANT! OF COSTIVENESS BEWARE! bbox=[857, 505, 1089, 517]
ammunition-paras bbox=[556, 199, 830, 359]
column-rule bbox=[276, 38, 277, 1711]
notice-line: and pipes of every description. bbox=[357, 449, 471, 460]
list-item: Pillows, and Straw Palliasses bbox=[562, 672, 683, 684]
paragraph: The s.s. Claude Hamilton, from Nelson, the 1st inst, arrived at Sydney on the 8th. bbox=[6, 537, 272, 562]
disease-item: Tic Doloreux bbox=[1031, 593, 1072, 603]
director: James Williamson bbox=[980, 1072, 1048, 1082]
paragraph: At the swimming match at Adelaide on 3rd November, Primrose was again the winner of the champion belt. bbox=[6, 716, 272, 740]
disease-item: &c., &c. bbox=[1031, 651, 1058, 661]
disease-item: Fevers of all kinds bbox=[906, 635, 945, 653]
disease-item: Consumption bbox=[840, 668, 881, 678]
list-item: Children's Unbreakables bbox=[286, 1240, 388, 1252]
paragraph: A party of bushrangers attacked the Northern mail coach near Singleton, New South Wales, on 5th Nov. Constable Beattie, a passenger, fired on the robbers. It is supposed that one was wounded. The others bolted, and the mails escaped. bbox=[6, 772, 272, 821]
list-item: Curtain Poles, Rings, & every description of bbox=[562, 685, 746, 697]
notice-line: N.B.—As A. M. & Co. receive their goods direct from England, they are enabled to supply customers at very low prices, both wholesale and bbox=[280, 424, 548, 446]
disease-item: Retention of Urine bbox=[966, 618, 1024, 628]
divider bbox=[556, 507, 830, 508]
colonial-headline: COLONIAL INTELLIGENCE. bbox=[63, 464, 215, 477]
holloway-title: HOLLOWAY'S PILLS. bbox=[897, 57, 1049, 74]
